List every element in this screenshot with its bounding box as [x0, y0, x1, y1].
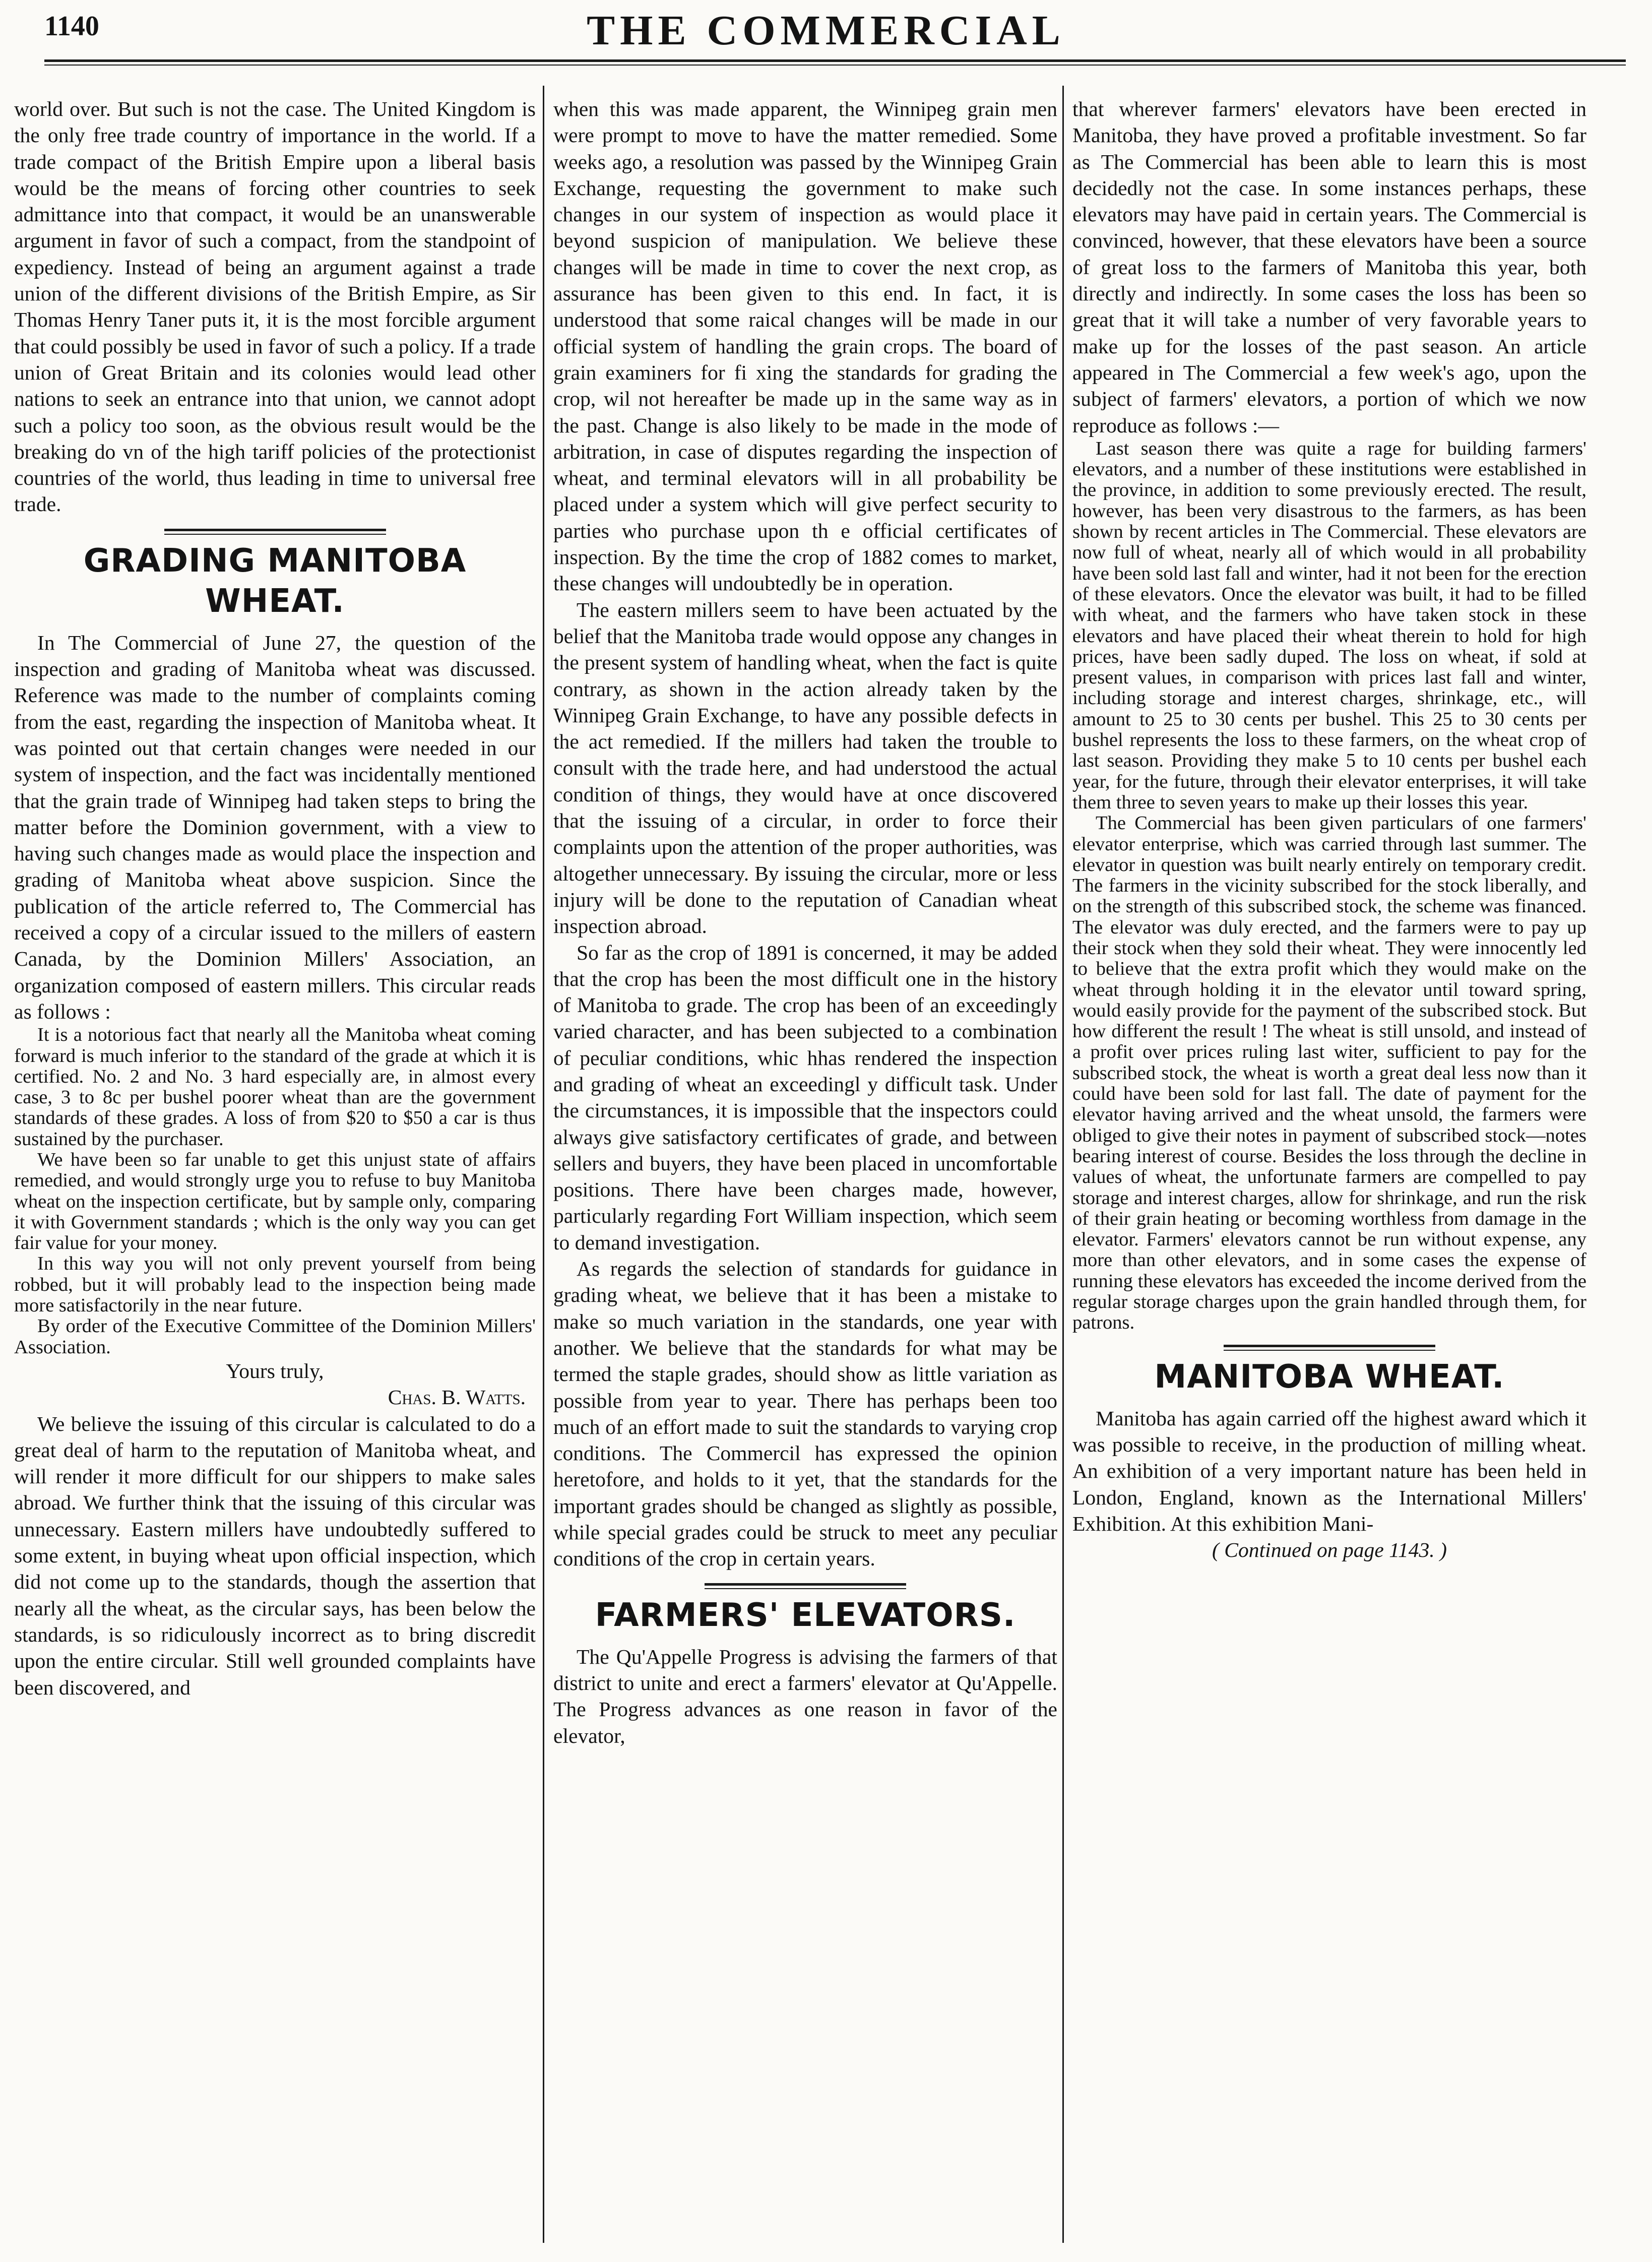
heading-rule: [164, 529, 386, 535]
quoted-paragraph: The Commercial has been given particulars of one farmers' elevator enterprise, which was carried through last summer. The elevator in question was built nearly entirely on temporary credit. The farmers in the vicinity subscribed for the stock liberally, and on the strength of this subscribed stock, the scheme was financed. The elevator was duly erected, and the farmers were to pay up their stock when they sold their wheat. They were innocently led to believe that the extra profit which they would make on the wheat through holding it in the elevator until toward spring, would easily provide for the payment of the subscribed stock. But how different the result ! The wheat is still unsold, and instead of a profit over prices ruling last witer, sufficient to pay for the subscribed stock, the wheat is worth a great deal less now than it could have been sold for last fall. The date of payment for the elevator having arrived and the wheat unsold, the farmers were obliged to give their notes in payment of subscribed stock—notes bearing interest of course. Besides the loss through the decline in values of wheat, the unfortunate farmers are compelled to pay storage and interest charges, allow for shrinkage, and run the risk of their grain heating or becoming worthless from damage in the elevator. Farmers' elevators cannot be run without expense, any more than other elevators, and in some cases the expense of running these elevators has exceeded the income derived from the regular storage charges upon the grain handled through them, for patrons.: [1072, 812, 1586, 1334]
column-1: [14, 96, 536, 2253]
article-paragraph: The eastern millers seem to have been actuated by the belief that the Manitoba trade would oppose any changes in the present system of handling wheat, when the fact is quite contrary, as shown in the action already taken by the Winnipeg Grain Exchange, to have any possible defects in the act remedied. If the millers had taken the trouble to consult with the trade here, and had understood the actual condition of things, they would have at once discovered that the issuing of a circular, in order to force their complaints upon the attention of the proper authorities, was altogether unnecessary. By issuing the circular, more or less injury will be done to the reputation of Canadian wheat inspection abroad.: [553, 598, 1057, 938]
quoted-paragraph: It is a notorious fact that nearly all the Manitoba wheat coming forward is much inferior to the standard of the grade at which it is certified. No. 2 and No. 3 hard especially are, in almost every case, 3 to 8c per bushel poorer wheat than are the government standards of these grades. A loss of from $20 to $50 a car is thus sustained by the purchaser.: [14, 1024, 536, 1150]
article-paragraph: world over. But such is not the case. The United Kingdom is the only free trade country of importance in the world. If a trade compact of the British Empire upon a liberal basis would be the means of forcing other countries to seek admittance into that compact, it would be an unanswerable argument in favor of such a compact, from the standpoint of expediency. Instead of being an argument against a trade union of the different divisions of the British Empire, as Sir Thomas Henry Taner puts it, it is the most forcible argument that could possibly be used in favor of such a policy. If a trade union of Great Britain and its colonies would lead other nations to seek an entrance into that union, we cannot adopt such a policy too soon, as the obvious result would be the breaking do vn of the high tariff policies of the protectionist countries of the world, thus leading in time to universal free trade.: [14, 97, 536, 516]
article-heading: GRADING MANITOBA WHEAT.: [83, 542, 467, 620]
article-paragraph: As regards the selection of standards for guidance in grading wheat, we believe that it has been a mistake to make so much variation in the standards, one year with another. We believe that the standards for what may be termed the staple grades, should show as little variation as possible from year to year. There has perhaps been too much of an effort made to suit the standards to varying crop conditions. The Commercil has expressed the opinion heretofore, and holds to it yet, that the standards for the important grades should be changed as slightly as possible, while special grades could be struck to meet any peculiar conditions of the crop in certain years.: [553, 1257, 1057, 1570]
signature-closing: Yours truly,: [226, 1359, 324, 1383]
quoted-paragraph: In this way you will not only prevent yourself from being robbed, but it will probably lead to the inspection being made more satisfactorily in the near future.: [14, 1253, 536, 1316]
column-divider: [543, 86, 544, 2243]
article-paragraph: So far as the crop of 1891 is concerned, it may be added that the crop has been the most difficult one in the history of Manitoba to grade. The crop has been of an exceedingly varied character, and has been subjected to a combination of peculiar conditions, whic hhas rendered the inspection and grading of wheat an exceedingl y difficult task. Under the circumstances, it is impossible that the inspectors could always give satisfactory certificates of grade, and between sellers and buyers, they have been placed in uncomfortable positions. There have been charges made, however, particularly regarding Fort William inspection, which seem to demand investigation.: [553, 940, 1057, 1254]
signature-name: Chas. B. Watts.: [388, 1386, 526, 1409]
page-number: 1140: [44, 11, 99, 42]
article-paragraph: when this was made apparent, the Winnipeg grain men were prompt to move to have the matter remedied. Some weeks ago, a resolution was passed by the Winnipeg Grain Exchange, requesting the government to make such changes in our system of inspection as would place it beyond suspicion of manipulation. We believe these changes will be made in time to cover the next crop, as assurance has been given to this end. In fact, it is understood that some raical changes will be made in our official system of handling the grain crops. The board of grain examiners for fi xing the standards for grading the crop, wil not hereafter be made up in the same way as in the past. Change is also likely to be made in the mode of arbitration, in case of disputes regarding the inspection of wheat, and terminal elevators will in all probability be placed under a system which will give perfect security to parties who purchase upon th e official certificates of inspection. By the time the crop of 1882 comes to market, these changes will undoubtedly be in operation.: [553, 97, 1057, 595]
article-paragraph: The Qu'Appelle Progress is advising the farmers of that district to unite and erect a farmers' elevator at Qu'Appelle. The Progress advances as one reason in favor of the elevator,: [553, 1645, 1057, 1747]
quoted-paragraph: By order of the Executive Committee of the Dominion Millers' Association.: [14, 1315, 536, 1358]
article-heading: FARMERS' ELEVATORS.: [595, 1596, 1016, 1634]
column-3: [1072, 96, 1586, 2253]
quoted-paragraph: Last season there was quite a rage for building farmers' elevators, and a number of these institutions were established in the province, in addition to some previously erected. The result, however, has been very disastrous to the farmers, as has been shown by recent articles in The Commercial. These elevators are now full of wheat, nearly all of which would in all probability have been sold last fall and winter, had it not been for the erection of these elevators. Once the elevator was built, it had to be filled with wheat, and the farmers who have taken stock in these elevators and have placed their wheat therein to hold for high prices, have been sadly duped. The loss on wheat, if sold at present values, in comparison with prices last fall and winter, including storage and interest charges, shrinkage, etc., will amount to 25 to 30 cents per bushel. This 25 to 30 cents per bushel represents the loss to these farmers, on the wheat crop of last season. Providing they make 5 to 10 cents per bushel each year, for the future, through their elevator enterprises, it will take them three to seven years to make up their losses this year.: [1072, 437, 1586, 813]
heading-rule: [1224, 1345, 1435, 1351]
article-paragraph: Manitoba has again carried off the highest award which it was possible to receive, in the production of milling wheat. An exhibition of a very important nature has been held in London, England, known as the International Millers' Exhibition. At this exhibition Mani-: [1072, 1406, 1586, 1535]
masthead-rule: [44, 59, 1626, 62]
column-2: [553, 96, 1057, 2253]
masthead-rule-thin: [44, 65, 1626, 66]
quoted-paragraph: We have been so far unable to get this unjust state of affairs remedied, and would strongly urge you to refuse to buy Manitoba wheat on the inspection certificate, but by sample only, comparing it with Government standards ; which is the only way you can get fair value for your money.: [14, 1149, 536, 1254]
article-paragraph: In The Commercial of June 27, the question of the inspection and grading of Manitoba wheat was discussed. Reference was made to the number of complaints coming from the east, regarding the inspection of Manitoba wheat. It was pointed out that certain changes were needed in our system of inspection, and the fact was incidentally mentioned that the grain trade of Winnipeg had taken steps to bring the matter before the Dominion government, with a view to having such changes made as would place the inspection and grading of Manitoba wheat above suspicion. Since the publication of the article referred to, The Commercial has received a copy of a circular issued to the millers of eastern Canada, by the Dominion Millers' Association, an organization composed of eastern millers. This circular reads as follows :: [14, 631, 536, 1023]
masthead-title: THE COMMERCIAL: [587, 7, 1065, 54]
column-divider: [1062, 86, 1064, 2243]
article-paragraph: We believe the issuing of this circular is calculated to do a great deal of harm to the reputation of Manitoba wheat, and will render it more difficult for our shippers to make sales abroad. We further think that the issuing of this circular was unnecessary. Eastern millers have undoubtedly suffered to some extent, in buying wheat upon official inspection, which did not come up to the standards, though the assertion that nearly all the wheat, as the circular says, has been below the standards, is so ridiculously incorrect as to bring discredit upon the entire circular. Still well grounded complaints have been discovered, and: [14, 1412, 536, 1699]
article-paragraph: that wherever farmers' elevators have been erected in Manitoba, they have proved a profitable investment. So far as The Commercial has been able to learn this is most decidedly not the case. In some instances perhaps, these elevators may have paid in certain years. The Commercial is convinced, however, that these elevators have been a source of great loss to the farmers of Manitoba this year, both directly and indirectly. In some cases the loss has been so great that it will take a number of very favorable years to make up for the losses of the past season. An article appeared in The Commercial a few week's ago, upon the subject of farmers' elevators, a portion of which we now reproduce as follows :—: [1072, 97, 1586, 437]
continued-note: ( Continued on page 1143. ): [1212, 1538, 1447, 1562]
article-heading: MANITOBA WHEAT.: [1154, 1358, 1505, 1396]
heading-rule: [705, 1583, 906, 1589]
